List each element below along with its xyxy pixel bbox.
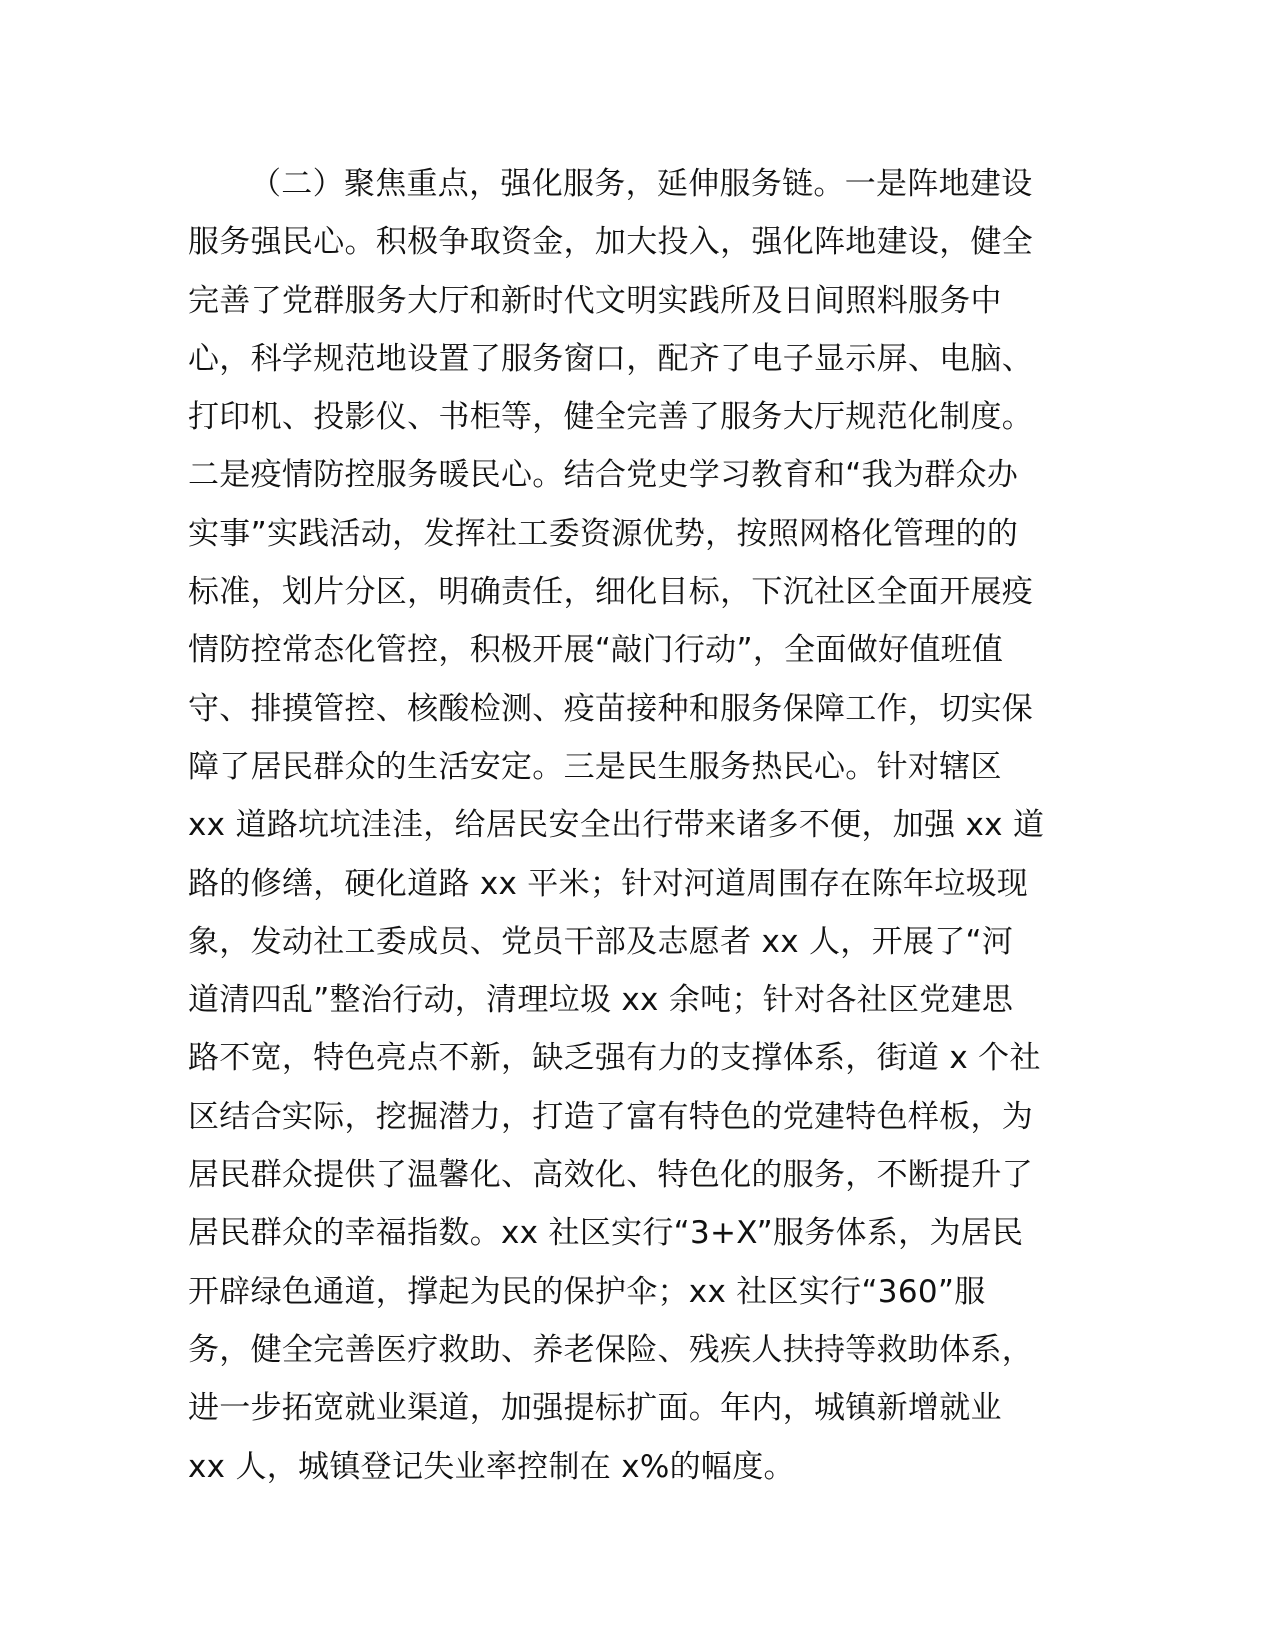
paragraph-line: 打印机、投影仪、书柜等，健全完善了服务大厅规范化制度。 bbox=[188, 399, 1034, 436]
paragraph-line: 路的修缮，硬化道路 xx 平米；针对河道周围存在陈年垃圾现 bbox=[188, 865, 1029, 902]
paragraph-line: 区结合实际，挖掘潜力，打造了富有特色的党建特色样板，为 bbox=[188, 1098, 1034, 1135]
paragraph-line: （二）聚焦重点，强化服务，延伸服务链。一是阵地建设 bbox=[250, 166, 1033, 202]
paragraph-line: xx 道路坑坑洼洼，给居民安全出行带来诸多不便，加强 xx 道 bbox=[188, 807, 1045, 844]
paragraph-line: 二是疫情防控服务暖民心。结合党史学习教育和“我为群众办 bbox=[188, 457, 1019, 494]
paragraph-line: 道清四乱”整治行动，清理垃圾 xx 余吨；针对各社区党建思 bbox=[188, 982, 1014, 1019]
paragraph-line: 守、排摸管控、核酸检测、疫苗接种和服务保障工作，切实保 bbox=[188, 690, 1034, 727]
paragraph-line: 开辟绿色通道，撑起为民的保护伞；xx 社区实行“360”服 bbox=[188, 1273, 986, 1310]
paragraph-line: 实事”实践活动，发挥社工委资源优势，按照网格化管理的的 bbox=[188, 515, 1019, 552]
paragraph-line: 居民群众的幸福指数。xx 社区实行“3+X”服务体系，为居民 bbox=[188, 1215, 1024, 1252]
paragraph-line: 心，科学规范地设置了服务窗口，配齐了电子显示屏、电脑、 bbox=[188, 340, 1034, 377]
paragraph-line: 标准，划片分区，明确责任，细化目标，下沉社区全面开展疫 bbox=[188, 574, 1034, 611]
paragraph-line: 服务强民心。积极争取资金，加大投入，强化阵地建设，健全 bbox=[188, 224, 1034, 261]
paragraph-line: 居民群众提供了温馨化、高效化、特色化的服务，不断提升了 bbox=[188, 1157, 1034, 1194]
paragraph-line: xx 人，城镇登记失业率控制在 x%的幅度。 bbox=[188, 1448, 795, 1485]
paragraph-line: 进一步拓宽就业渠道，加强提标扩面。年内，城镇新增就业 bbox=[188, 1390, 1002, 1427]
paragraph-line: 路不宽，特色亮点不新，缺乏强有力的支撑体系，街道 x 个社 bbox=[188, 1040, 1041, 1077]
body-paragraph bbox=[188, 155, 1088, 1496]
paragraph-line: 务，健全完善医疗救助、养老保险、残疾人扶持等救助体系， bbox=[188, 1331, 1034, 1368]
paragraph-line: 完善了党群服务大厅和新时代文明实践所及日间照料服务中 bbox=[188, 282, 1002, 319]
paragraph-line: 障了居民群众的生活安定。三是民生服务热民心。针对辖区 bbox=[188, 748, 1002, 785]
paragraph-line: 象，发动社工委成员、党员干部及志愿者 xx 人，开展了“河 bbox=[188, 923, 1014, 960]
paragraph-line: 情防控常态化管控，积极开展“敲门行动”，全面做好值班值 bbox=[188, 632, 1004, 669]
